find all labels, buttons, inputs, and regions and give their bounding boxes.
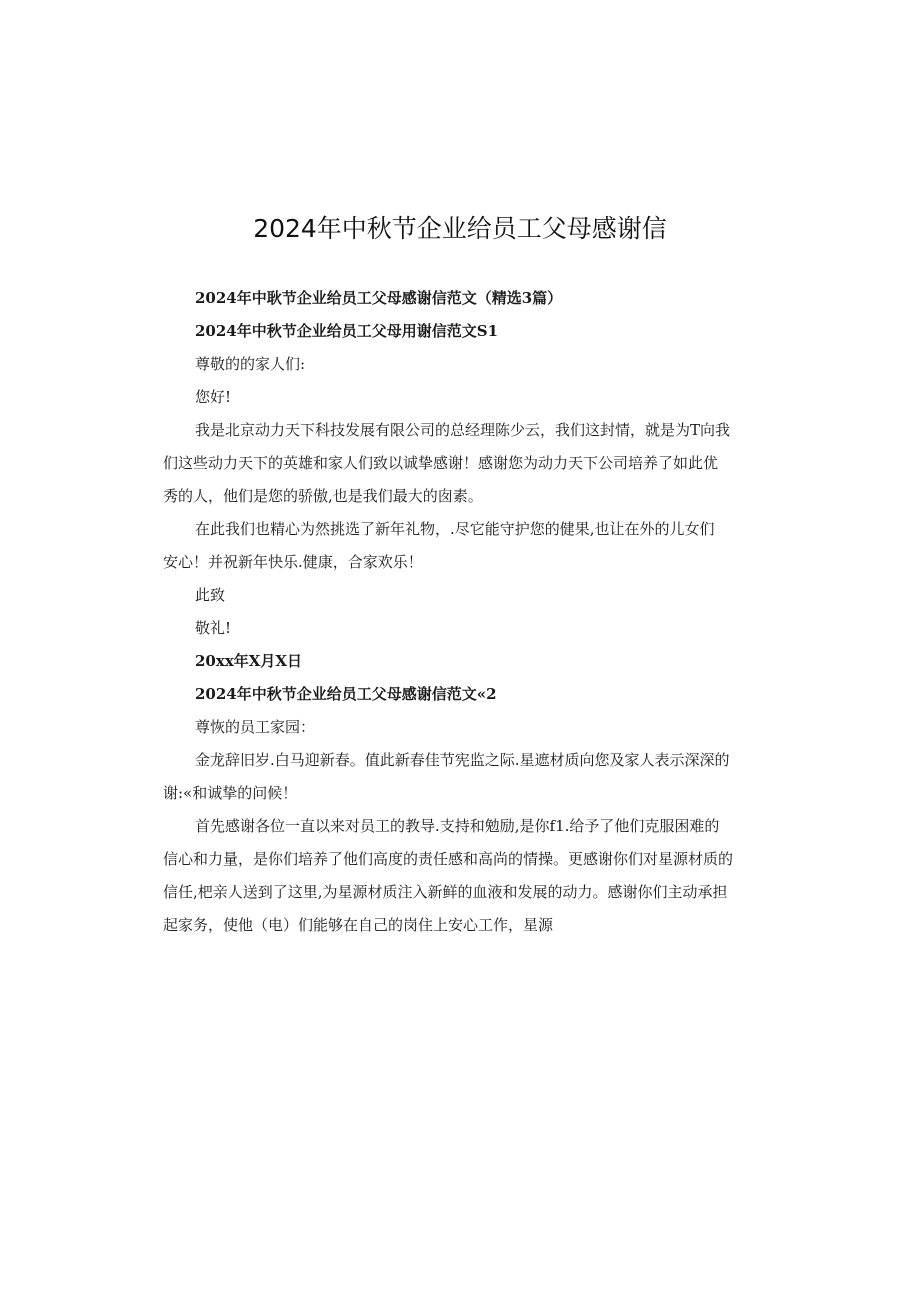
document-line: 2024年中秋节企业给员工父母用谢信范文S1 xyxy=(195,322,499,340)
document-line: 尊恢的员工家园： xyxy=(195,718,316,736)
document-line: 尊敬的的家人们: xyxy=(195,355,306,373)
document-line: 2024年中秋节企业给员工父母感谢信范文«2 xyxy=(195,685,497,703)
document-line: 您好! xyxy=(195,388,232,406)
document-line: 我是北京动力天下科技发展有限公司的总经理陈少云，我们这封情，就是为T向我 xyxy=(195,421,731,439)
document-line: 在此我们也精心为然挑选了新年礼物，.尽它能守护您的健果,也让在外的儿女们 xyxy=(195,520,715,538)
document-line: 2024年中耿节企业给员工父母感谢信范文（精选3篇） xyxy=(195,289,563,307)
document-line: 20xx年X月X日 xyxy=(195,652,303,670)
document-line: 此致 xyxy=(195,586,226,604)
document-line: 信任,杷亲人送到了这里,为星源材质注入新鲜的血液和发展的动力。感谢你们主动承担 xyxy=(163,883,728,901)
document-line: 谢:«和诚挚的问候！ xyxy=(163,784,298,802)
document-line: 信心和力量，是你们培养了他们高度的责任感和高尚的情操。更感谢你们对星源材质的 xyxy=(163,850,734,868)
document-line: 起家务，使他（电）们能够在自己的岗住上安心工作，星源 xyxy=(163,916,554,934)
document-line: 安心！并祝新年快乐.健康，合家欢乐！ xyxy=(163,553,423,571)
document-title: 2024年中秋节企业给员工父母感谢信 xyxy=(253,214,667,243)
document-line: 首先感谢各位一直以来对员工的教导.支持和勉励,是你f1.给予了他们克服困难的 xyxy=(195,817,720,835)
document-line: 金龙辞旧岁.白马迎新春。值此新春佳节宪监之际.星遮材质向您及家人表示深深的 xyxy=(195,751,730,769)
document-line: 敬礼! xyxy=(195,619,232,637)
document-body xyxy=(163,282,753,942)
document-line: 们这些动力天下的英雄和家人们致以诚挚感谢！感谢您为动力天下公司培养了如此优 xyxy=(163,454,719,472)
document-line: 秀的人，他们是您的骄傲,也是我们最大的囱素。 xyxy=(163,487,483,505)
